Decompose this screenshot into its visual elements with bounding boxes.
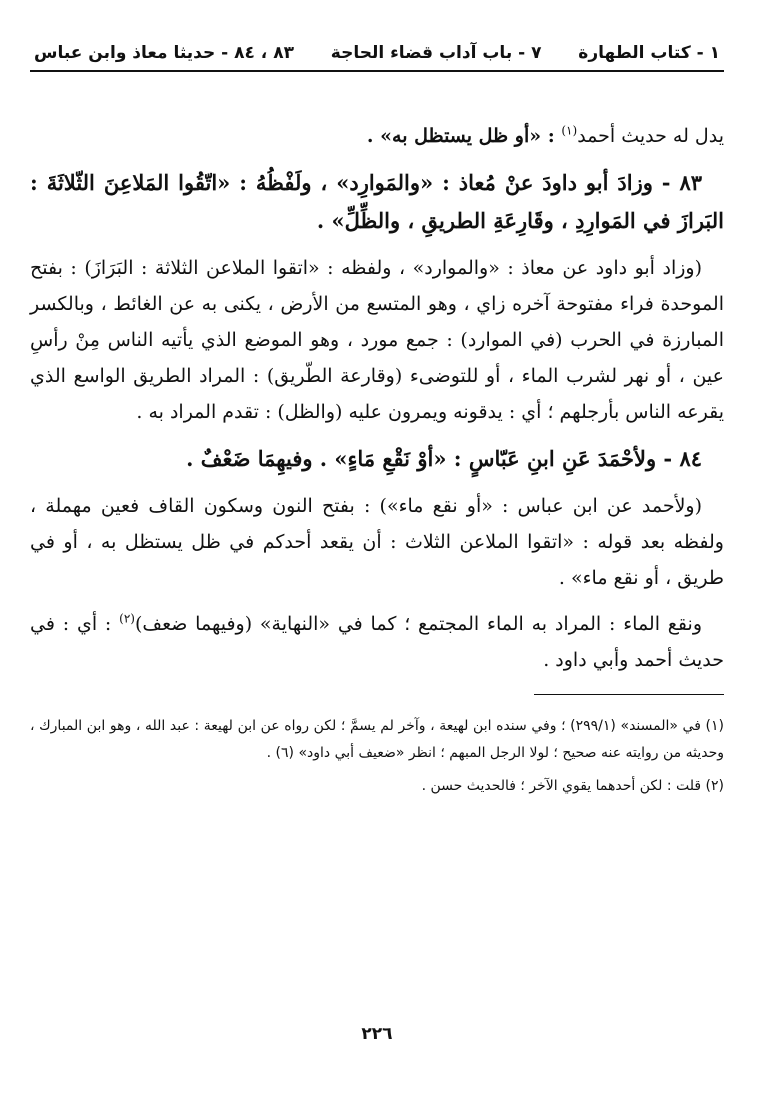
- paragraph-intro: [30, 118, 724, 154]
- footnotes: [30, 713, 724, 800]
- hadith-83: ٨٣ - وزادَ أبو داودَ عنْ مُعاذ : «والمَوارِد» ، ولَفْظُهُ : «اتّقُوا المَلاعِنَ الثّلاثَةَ : البَرازَ في المَوارِدِ ، وقَارِعَةِ الطريقِ ، والظِّلِّ» .: [30, 170, 724, 233]
- header-chapter: ١ - كتاب الطهارة: [578, 43, 720, 63]
- header-divider: [30, 70, 724, 72]
- document-page: [30, 38, 724, 1058]
- footnote-divider: [534, 694, 724, 695]
- main-text: [30, 118, 724, 678]
- header-hadith-numbers: ٨٣ ، ٨٤ - حديثا معاذ وابن عباس: [34, 43, 294, 63]
- hadith-84: ٨٤ - ولأحْمَدَ عَنِ ابنِ عَبّاسٍ : «أوْ نَقْعِ مَاءٍ» . وفيهِمَا ضَعْفٌ .: [186, 446, 702, 471]
- paragraph-naqa-almaa: [30, 606, 724, 678]
- paragraph-intro-quote: : «أو ظل يستظل به» .: [366, 125, 562, 147]
- footnote-2: (٢) قلت : لكن أحدهما يقوي الآخر ؛ فالحديث حسن .: [421, 778, 724, 794]
- footnote-marker-2: (٢): [119, 611, 135, 626]
- commentary-83: (وزاد أبو داود عن معاذ : «والموارد» ، ولفظه : «اتقوا الملاعن الثلاثة : البَرَازَ) : بفتح الموحدة فراء مفتوحة آخره زاي ، وهو المتسع من الأرض ، يكنى به عن الغائط ، وبالكسر المبارزة في الحرب (في الموارد) : جمع مورد ، وهو الموضع الذي يأتيه الناس مِنْ رأسِ عين ، أو نهر لشرب الماء ، أو للتوضىء (وقارعة الطّريق) : المراد الطريق الواسع الذي يقرعه الناس بأرجلهم ؛ أي : يدقونه ويمرون عليه (والظل) : تقدم المراد به .: [30, 257, 724, 423]
- footnote-marker-1: (١): [561, 123, 578, 138]
- commentary-84: (ولأحمد عن ابن عباس : «أو نقع ماء») : بفتح النون وسكون القاف فعين مهملة ، ولفظه بعد قوله : «اتقوا الملاعن الثلاث : أن يقعد أحدكم في ظل يستظل به ، أو في طريق ، أو نقع ماء» .: [30, 495, 724, 589]
- paragraph-intro-text: يدل له حديث أحمد: [577, 125, 724, 147]
- footnote-1: (١) في «المسند» (٢٩٩/١) ؛ وفي سنده ابن لهيعة ، وآخر لم يسمَّ ؛ لكن رواه عن ابن لهيعة : عبد الله ، وهو ابن المبارك ، وحديثه من روايته عنه صحيح ؛ لولا الرجل المبهم ؛ انظر «ضعيف أبي داود» (٦) .: [30, 718, 724, 761]
- paragraph-naqa-text: ونقع الماء : المراد به الماء المجتمع ؛ كما في «النهاية» (وفيهما ضعف): [134, 613, 702, 635]
- paragraph-naqa-tail: : أي : في حديث أحمد وأبي داود .: [30, 613, 724, 671]
- page-number: ٢٢٦: [361, 1024, 393, 1044]
- header-section: ٧ - باب آداب قضاء الحاجة: [330, 43, 542, 63]
- running-header: [30, 38, 724, 68]
